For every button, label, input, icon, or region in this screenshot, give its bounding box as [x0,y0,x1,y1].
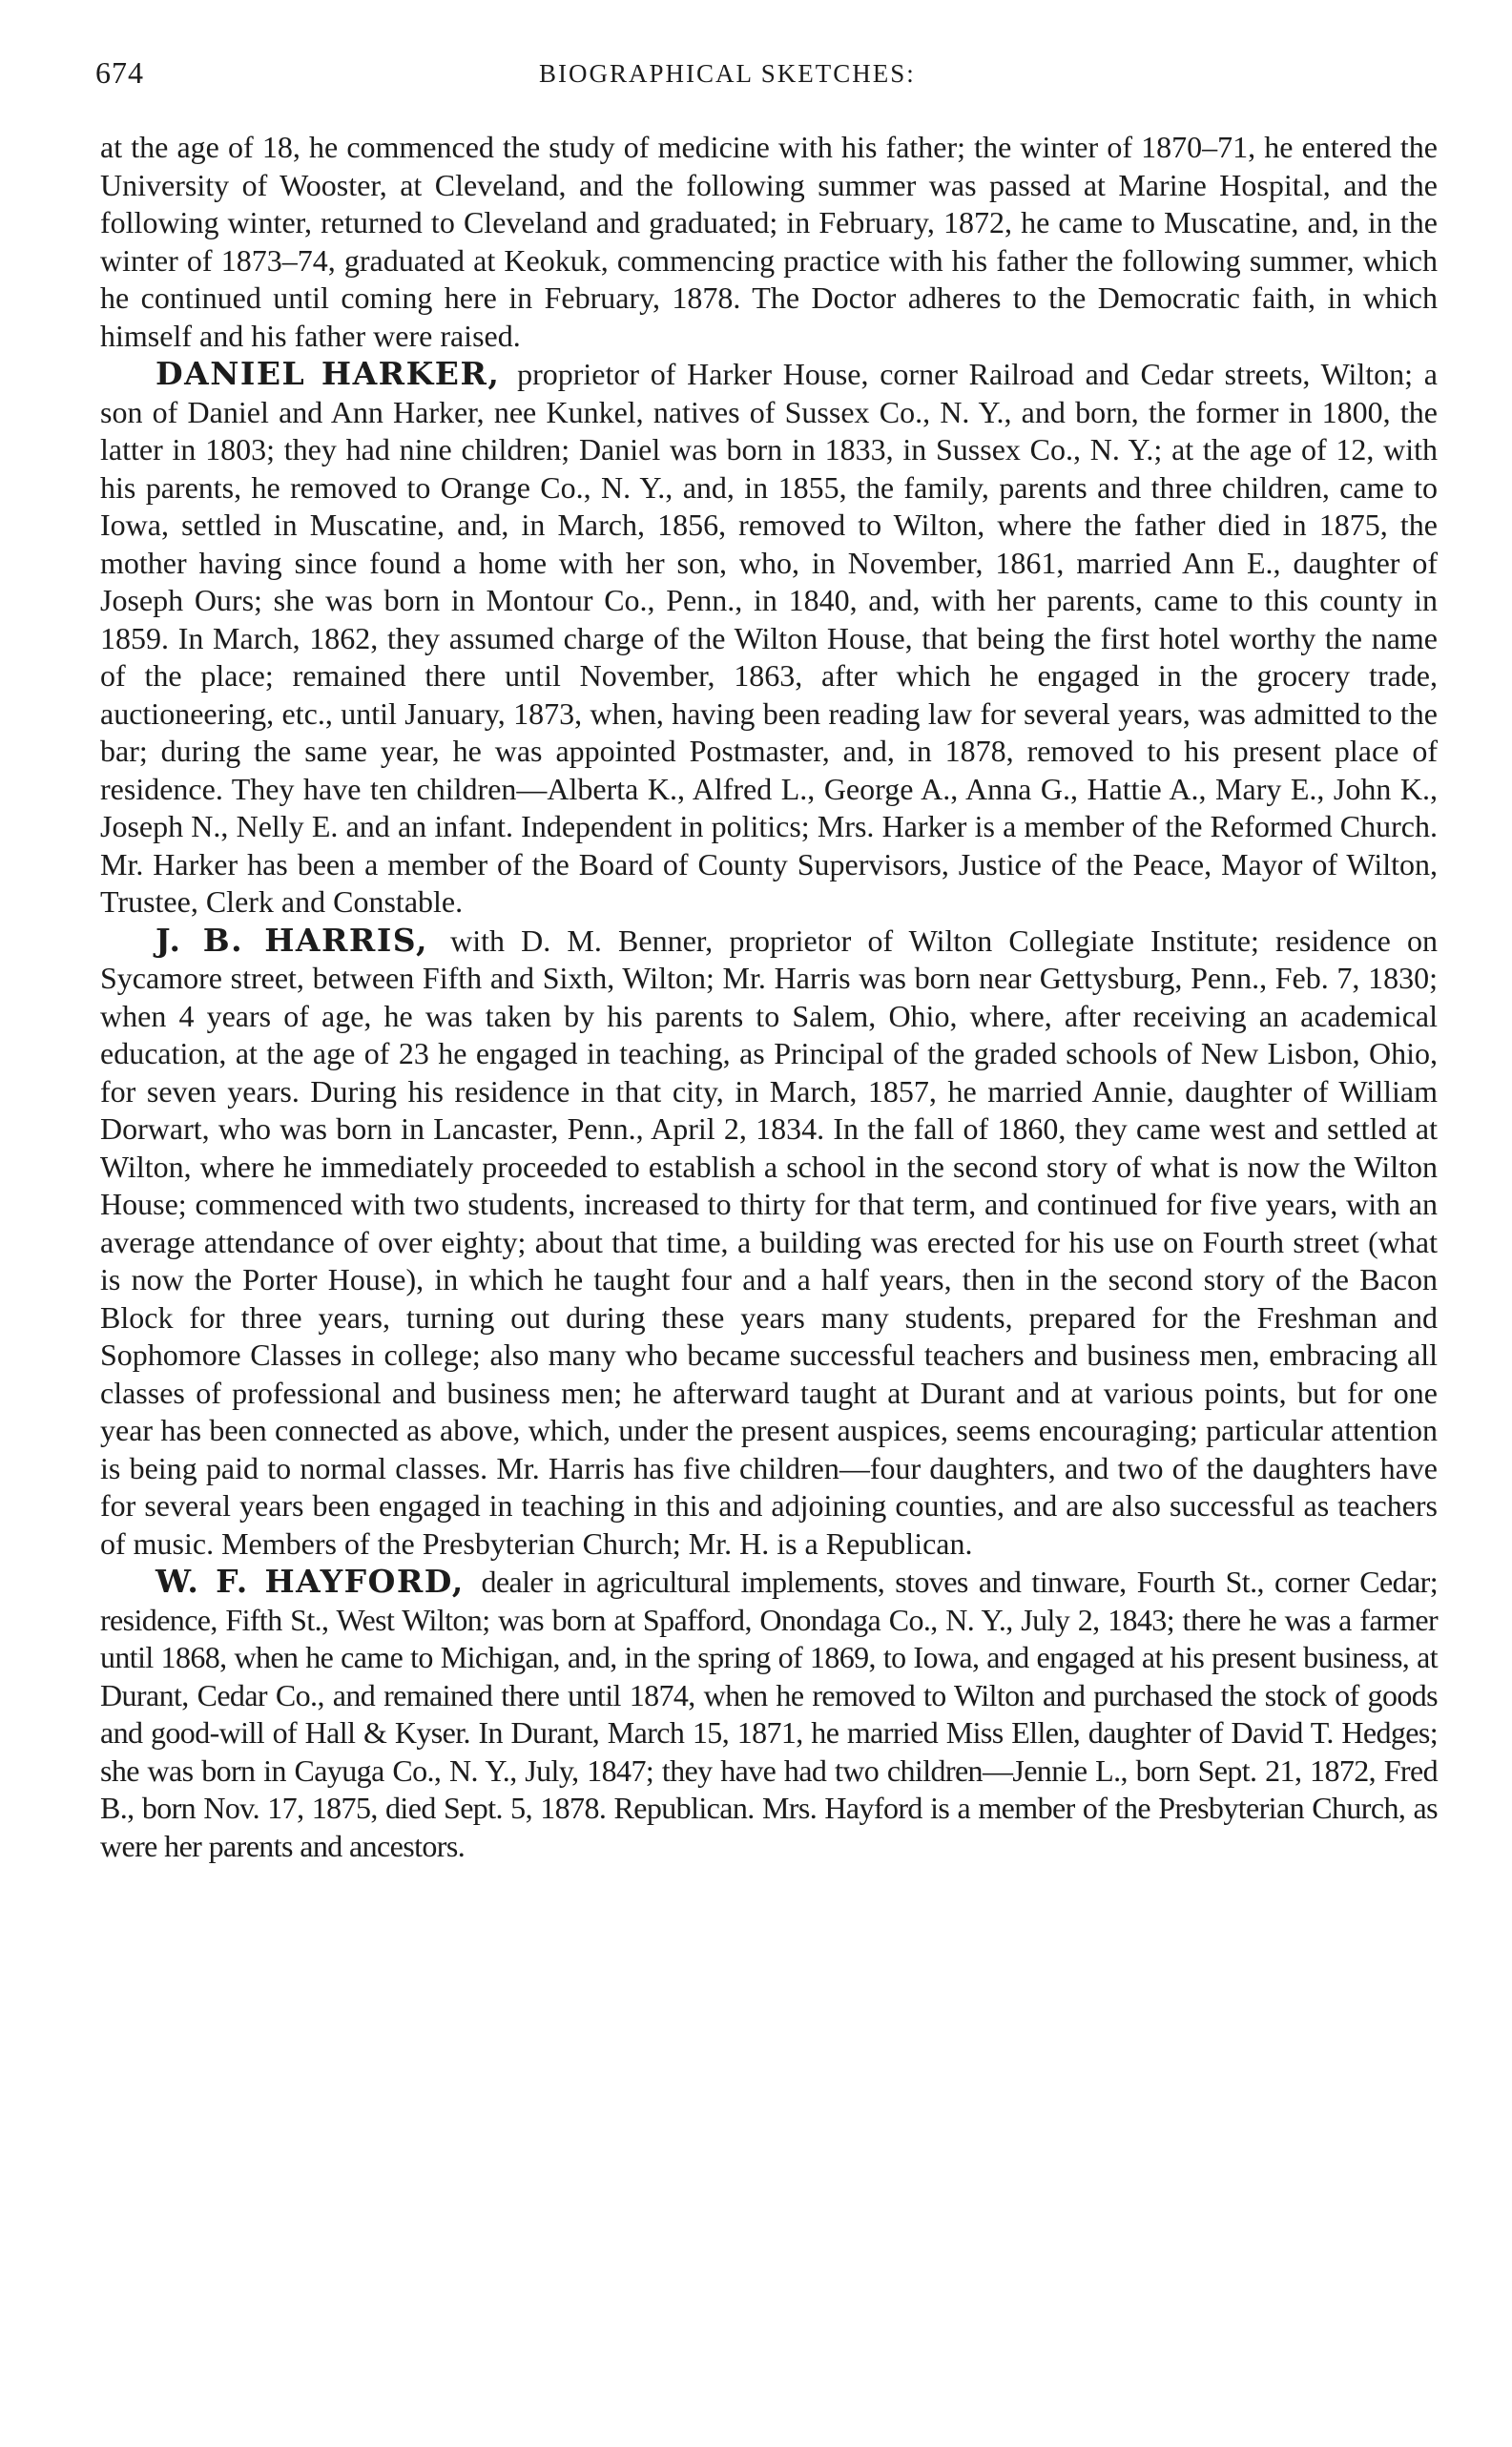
entry-hayford [100,1563,1438,1865]
entry-harker [100,355,1438,922]
entry-harris [100,922,1438,1564]
entry-text: with D. M. Benner, proprietor of Wilton Collegiate Institute; residence on Sycamore street, between Fifth and Sixth, Wilton; Mr. Harris was born near Gettysburg, Penn., Feb. 7, 1830; when 4 years of age, he was taken by his parents to Salem, Ohio, where, after receiving an academical education, at the age of 23 he engaged in teaching, as Principal of the graded schools of New Lisbon, Ohio, for seven years. During his residence in that city, in March, 1857, he married Annie, daughter of William Dorwart, who was born in Lancaster, Penn., April 2, 1834. In the fall of 1860, they came west and settled at Wilton, where he immediately proceeded to establish a school in the second story of what is now the Wilton House; commenced with two students, increased to thirty for that term, and continued for five years, with an average attendance of over eighty; about that time, a building was erected for his use on Fourth street (what is now the Porter House), in which he taught four and a half years, then in the second story of the Bacon Block for three years, turning out during these years many students, prepared for the Freshman and Sophomore Classes in college; also many who became successful teachers and business men, embracing all classes of professional and business men; he afterward taught at Durant and at various points, but for one year has been connected as above, which, under the present auspices, seems encouraging; particular attention is being paid to normal classes. Mr. Harris has five children—four daughters, and two of the daughters have for several years been engaged in teaching in this and adjoining counties, and are also successful as teachers of music. Members of the Presbyterian Church; Mr. H. is a Republican. [100,923,1439,1561]
entry-name: W. F. HAYFORD, [155,1563,465,1600]
entry-name: DANIEL HARKER, [155,355,501,392]
page-number: 674 [95,55,144,90]
continuation-paragraph: at the age of 18, he commenced the study of medicine with his father; the winter of 1870–71, he entered the University of Wooster, at Cleveland, and the following summer was passed at Marine Hospital, and the following winter, returned to Cleveland and graduated; in February, 1872, he came to Muscatine, and, in the winter of 1873–74, graduated at Keokuk, commencing practice with his father the following summer, which he continued until coming here in February, 1878. The Doctor adheres to the Democratic faith, in which himself and his father were raised. [100,130,1438,353]
body-text [100,129,1438,1865]
entry-text: proprietor of Harker House, corner Railroad and Cedar streets, Wilton; a son of Daniel and Ann Harker, nee Kunkel, natives of Sussex Co., N. Y., and born, the former in 1800, the latter in 1803; they had nine children; Daniel was born in 1833, in Sussex Co., N. Y.; at the age of 12, with his parents, he removed to Orange Co., N. Y., and, in 1855, the family, parents and three children, came to Iowa, settled in Muscatine, and, in March, 1856, removed to Wilton, where the father died in 1875, the mother having since found a home with her son, who, in November, 1861, married Ann E., daughter of Joseph Ours; she was born in Montour Co., Penn., in 1840, and, with her parents, came to this county in 1859. In March, 1862, they assumed charge of the Wilton House, that being the first hotel worthy the name of the place; remained there until November, 1863, after which he engaged in the grocery trade, auctioneering, etc., until January, 1873, when, having been reading law for several years, was admitted to the bar; during the same year, he was appointed Postmaster, and, in 1878, removed to his present place of residence. They have ten children—Alberta K., Alfred L., George A., Anna G., Hattie A., Mary E., John K., Joseph N., Nelly E. and an infant. Independent in politics; Mrs. Harker is a member of the Reformed Church. Mr. Harker has been a member of the Board of County Supervisors, Justice of the Peace, Mayor of Wilton, Trustee, Clerk and Constable. [100,357,1439,919]
entry-name: J. B. HARRIS, [155,921,428,959]
entry-text: dealer in agricultural implements, stoves and tinware, Fourth St., corner Cedar; residence, Fifth St., West Wilton; was born at Spafford, Onondaga Co., N. Y., July 2, 1843; there he was a farmer until 1868, when he came to Michigan, and, in the spring of 1869, to Iowa, and engaged at his present business, at Durant, Cedar Co., and remained there until 1874, when he removed to Wilton and purchased the stock of goods and good-will of Hall & Kyser. In Durant, March 15, 1871, he married Miss Ellen, daughter of David T. Hedges; she was born in Cayuga Co., N. Y., July, 1847; they have had two children—Jennie L., born Sept. 21, 1872, Fred B., born Nov. 17, 1875, died Sept. 5, 1878. Republican. Mrs. Hayford is a member of the Presbyterian Church, as were her parents and ancestors. [100,1565,1438,1863]
running-head: BIOGRAPHICAL SKETCHES: [539,59,916,88]
